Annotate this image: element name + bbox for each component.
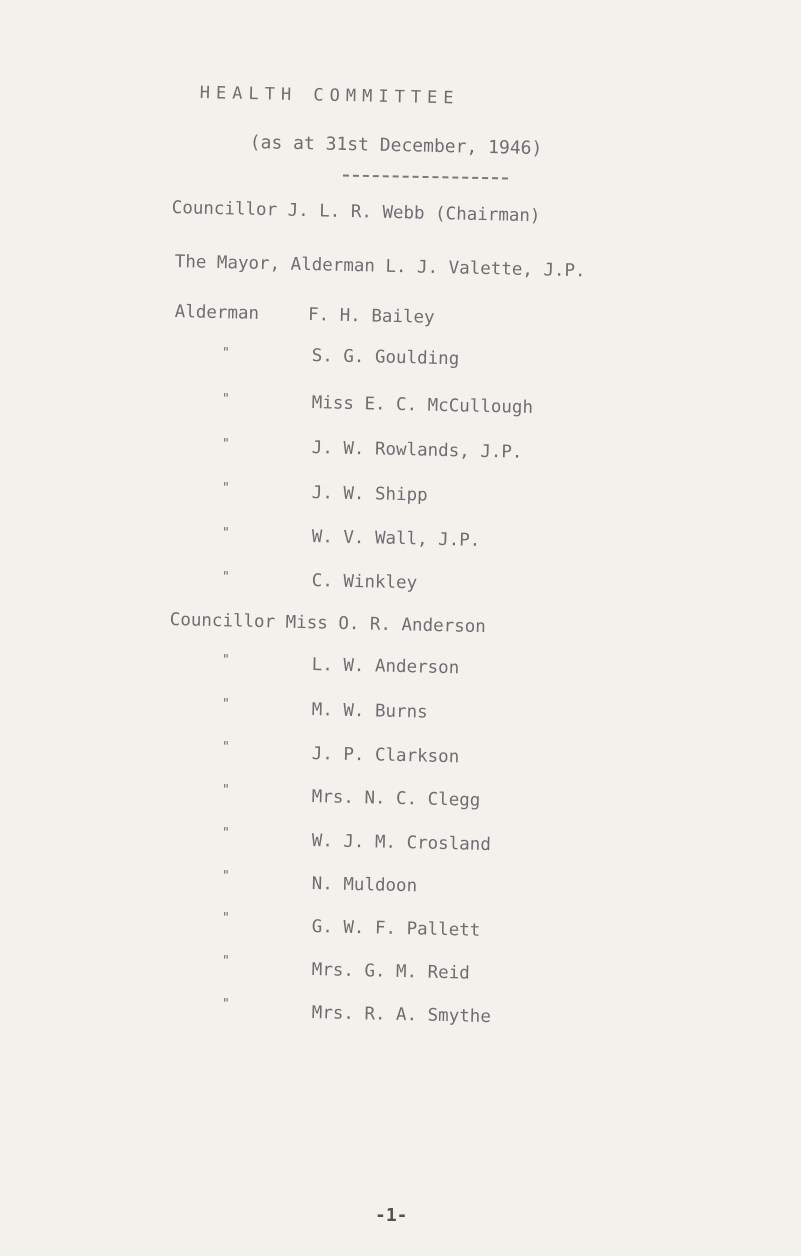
member-row xyxy=(175,302,435,328)
member-name: F. H. Bailey xyxy=(307,305,435,328)
member-name: L. W. Anderson xyxy=(311,655,460,679)
page-number: -1- xyxy=(375,1205,408,1226)
ditto-mark: " xyxy=(222,740,230,755)
member-row xyxy=(172,198,541,226)
member-row xyxy=(170,610,486,637)
ditto-mark: " xyxy=(222,954,230,969)
member-name: M. W. Burns xyxy=(311,700,428,723)
ditto-mark: " xyxy=(222,346,230,361)
ditto-mark: " xyxy=(222,526,230,541)
member-name: J. P. Clarkson xyxy=(311,744,460,768)
member-name: Mrs. G. M. Reid xyxy=(311,960,471,984)
member-name: G. W. F. Pallett xyxy=(311,917,481,941)
ditto-mark: " xyxy=(222,783,230,798)
member-prefix: The Mayor, xyxy=(174,252,281,275)
ditto-mark: " xyxy=(222,826,230,841)
member-name: W. J. M. Crosland xyxy=(311,831,492,856)
member-name: J. L. R. Webb (Chairman) xyxy=(287,200,541,227)
member-prefix: Councillor xyxy=(169,610,276,633)
divider-rule xyxy=(343,175,508,180)
member-name: Mrs. N. C. Clegg xyxy=(311,787,481,811)
member-name: N. Muldoon xyxy=(311,874,418,897)
member-name: J. W. Rowlands, J.P. xyxy=(311,438,523,463)
member-name: Miss O. R. Anderson xyxy=(285,612,487,638)
ditto-mark: " xyxy=(222,697,230,712)
ditto-mark: " xyxy=(222,653,230,668)
member-name: S. G. Goulding xyxy=(311,346,460,370)
member-prefix: Alderman xyxy=(174,302,260,324)
ditto-mark: " xyxy=(222,869,230,884)
member-name: C. Winkley xyxy=(311,571,418,594)
member-name: Miss E. C. McCullough xyxy=(311,393,534,419)
member-name: Alderman L. J. Valette, J.P. xyxy=(290,254,586,282)
member-name: W. V. Wall, J.P. xyxy=(311,527,481,551)
ditto-mark: " xyxy=(222,392,230,407)
ditto-mark: " xyxy=(222,481,230,496)
member-prefix: Councillor xyxy=(171,198,278,221)
ditto-mark: " xyxy=(222,911,230,926)
ditto-mark: " xyxy=(222,997,230,1012)
ditto-mark: " xyxy=(222,570,230,585)
committee-date: (as at 31st December, 1946) xyxy=(249,132,543,160)
member-row xyxy=(175,252,586,281)
committee-title: HEALTH COMMITTEE xyxy=(199,83,460,109)
member-name: Mrs. R. A. Smythe xyxy=(311,1003,492,1028)
member-name: J. W. Shipp xyxy=(311,483,428,506)
ditto-mark: " xyxy=(222,437,230,452)
